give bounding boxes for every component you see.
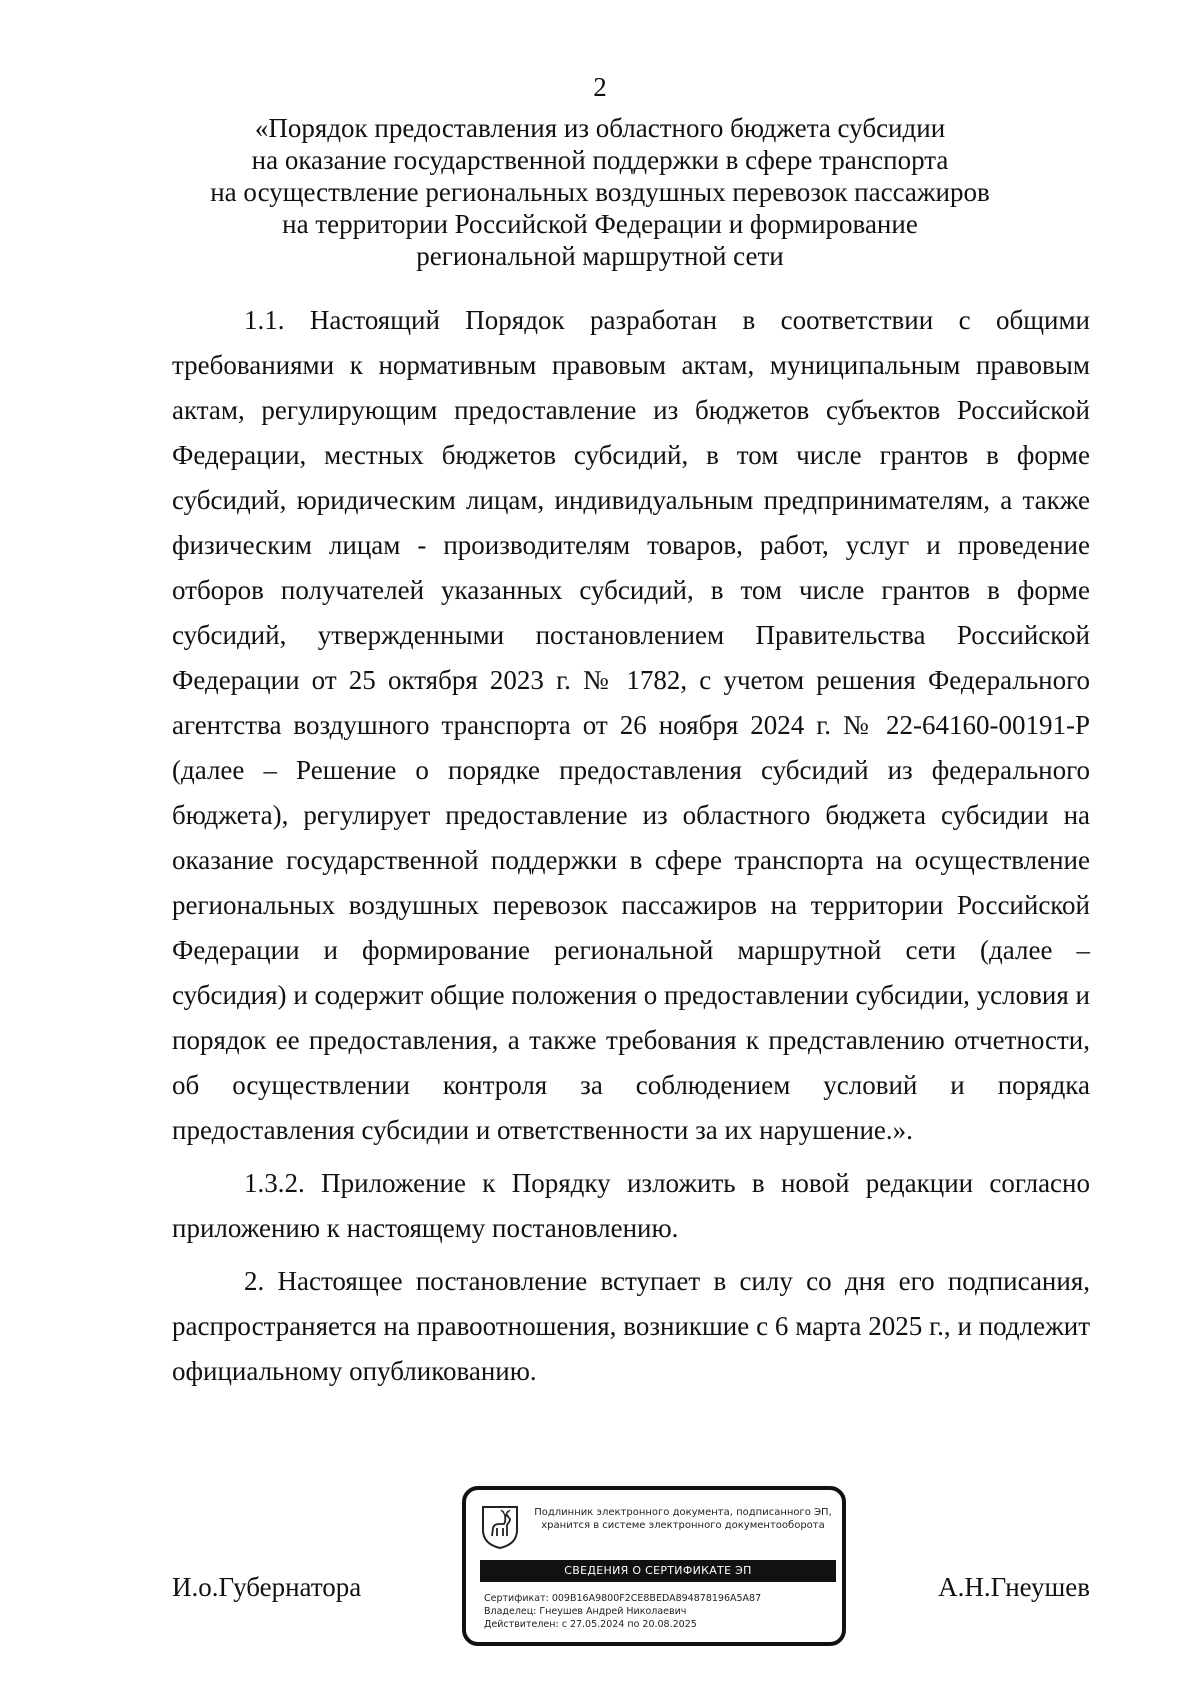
title-line: на территории Российской Федерации и формирование [282,209,918,239]
stamp-note-line: хранится в системе электронного документооборота [541,1520,825,1531]
title-line: на осуществление региональных воздушных перевозок пассажиров [210,177,990,207]
paragraph-2: 2. Настоящее постановление вступает в силу со дня его подписания, распространяется на правоотношения, возникшие с 6 марта 2025 г., и подлежит официальному опубликованию. [172,1266,1090,1386]
electronic-signature-stamp [462,1486,846,1646]
stamp-note [524,1506,842,1532]
deer-coat-of-arms-icon [480,1504,520,1550]
title-line: региональной маршрутной сети [416,241,784,271]
stamp-note-line: Подлинник электронного документа, подписанного ЭП, [534,1507,832,1518]
paragraph-1-1: 1.1. Настоящий Порядок разработан в соответствии с общими требованиями к нормативным правовым актам, муниципальным правовым актам, регулирующим предоставление из бюджетов субъектов Российской Федерации, местных бюджетов субсидий, в том числе грантов в форме субсидий, юридическим лицам, индивидуальным предпринимателям, а также физическим лицам - производителям товаров, работ, услуг и проведение отборов получателей указанных субсидий, в том числе грантов в форме субсидий, утвержденными постановлением Правительства Российской Федерации от 25 октября 2023 г. № 1782, с учетом решения Федерального агентства воздушного транспорта от 26 ноября 2024 г. № 22-64160-00191-Р (далее – Решение о порядке предоставления субсидий из федерального бюджета), регулирует предоставление из областного бюджета субсидии на оказание государственной поддержки в сфере транспорта на осуществление региональных воздушных перевозок пассажиров на территории Российской Федерации и формирование региональной маршрутной сети (далее – субсидия) и содержит общие положения о предоставлении субсидии, условия и порядок ее предоставления, а также требования к представлению отчетности, об осуществлении контроля за соблюдением условий и порядка предоставления субсидии и ответственности за их нарушение.». [172,305,1090,1145]
page-number: 2 [593,72,607,102]
document-title [150,112,1050,272]
document-body [172,298,1090,1394]
stamp-header: СВЕДЕНИЯ О СЕРТИФИКАТЕ ЭП [480,1560,836,1582]
paragraph-1-3-2: 1.3.2. Приложение к Порядку изложить в новой редакции согласно приложению к настоящему постановлению. [172,1168,1090,1243]
title-line: «Порядок предоставления из областного бюджета субсидии [254,113,946,143]
certificate-details [484,1592,836,1631]
certificate-validity: Действителен: с 27.05.2024 по 20.08.2025 [484,1619,697,1630]
title-line: на оказание государственной поддержки в сфере транспорта [251,145,949,175]
signatory-position: И.о.Губернатора [172,1572,362,1602]
certificate-number: Сертификат: 009B16A9800F2CE8BEDA894878196A5A87 [484,1593,762,1604]
certificate-owner: Владелец: Гнеушев Андрей Николаевич [484,1606,687,1617]
signatory-name: А.Н.Гнеушев [938,1572,1090,1602]
